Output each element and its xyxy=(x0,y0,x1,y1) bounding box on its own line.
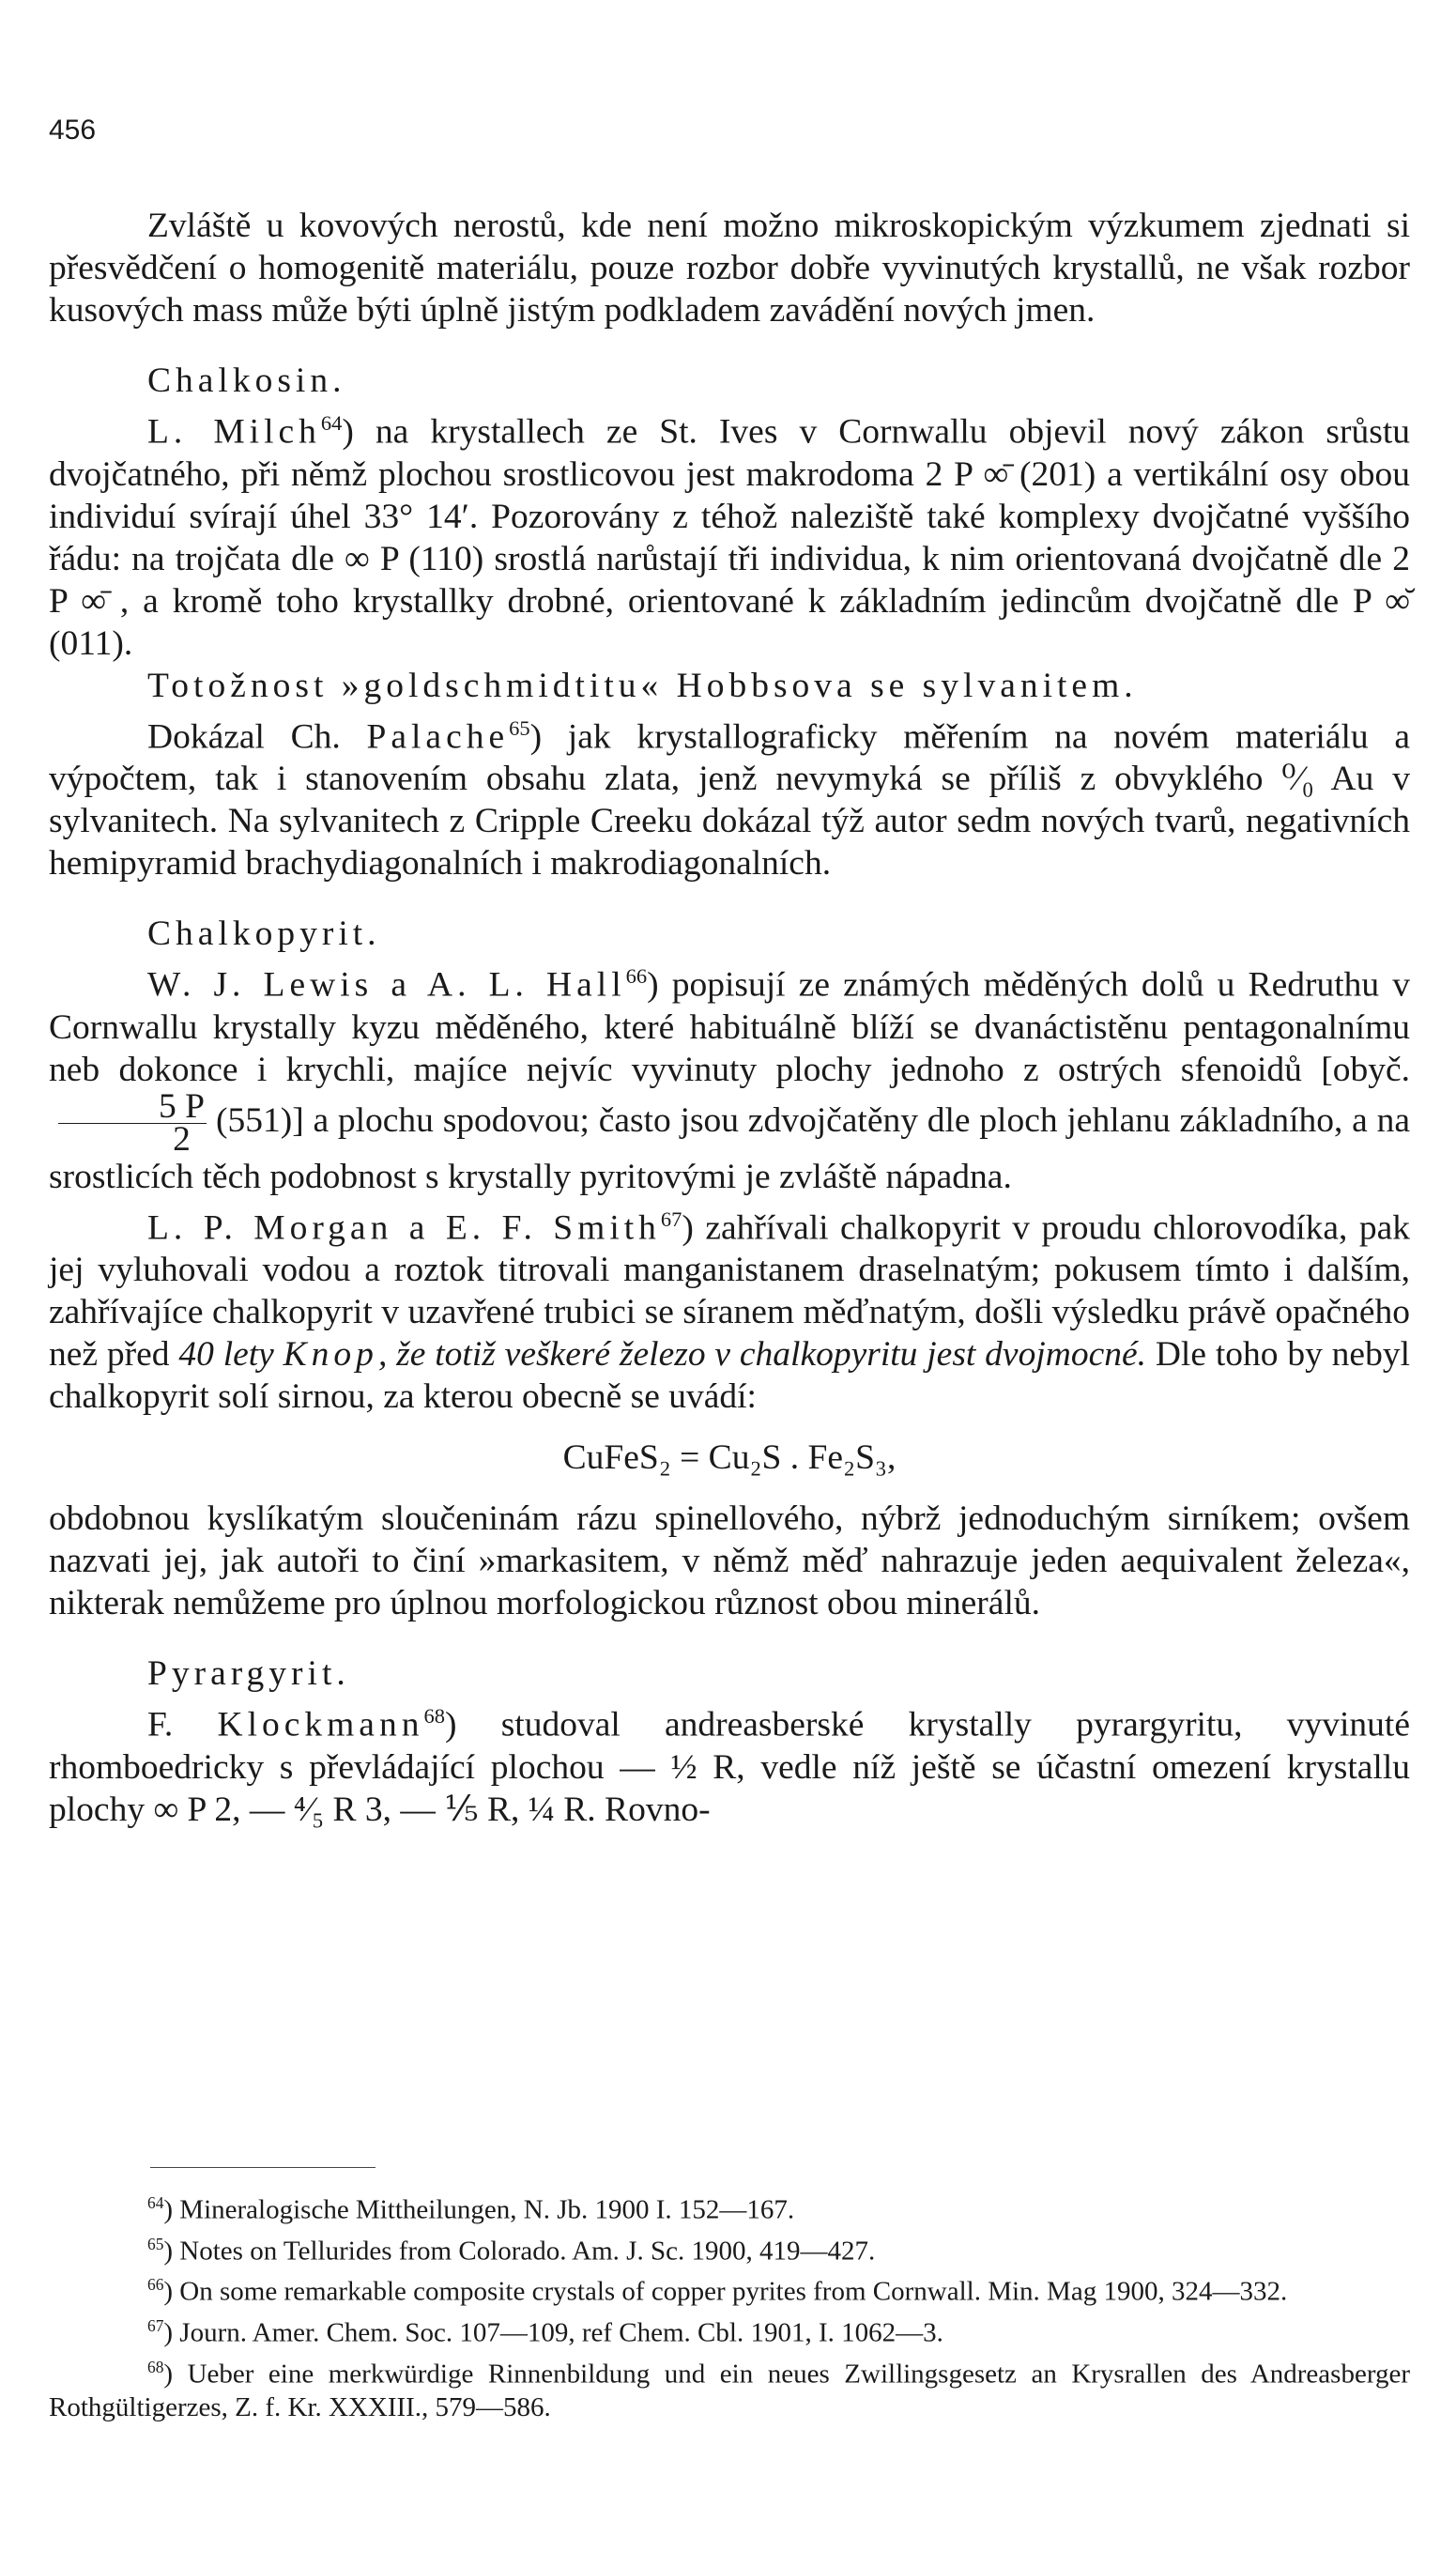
heading-totoznost xyxy=(49,665,1410,707)
morgan-italic-2: , že totiž veškeré železo v chalkopyritu jest dvojmocné. xyxy=(377,1335,1146,1374)
paragraph-pyrargyrit xyxy=(49,1695,1410,1831)
footnote-number: 67 xyxy=(147,2315,164,2335)
author-klockmann: Klockmann xyxy=(217,1705,424,1745)
author-palache: Palache xyxy=(366,717,510,756)
heading-totoznost-a: Totožnost »goldschmidtitu« xyxy=(147,666,664,705)
paragraph-chalkosin xyxy=(49,402,1410,665)
pyrargyrit-text: ) studoval andreasberské krystally pyrargyritu, vyvinuté rhomboedricky s převládající plochou — ½ R, vedle níž ještě se účastní omezení krystallu plochy ∞ P 2, — ⁴⁄₅ R 3, — ⅕ R, ¼ R. Rovno- xyxy=(49,1705,1410,1829)
footnote-number: 64 xyxy=(147,2193,164,2212)
morgan-text-2: Dle toho by nebyl chalkopyrit solí sirnou, za kterou obecně se uvádí: xyxy=(49,1335,1410,1416)
footnote-number: 68 xyxy=(147,2357,164,2376)
footnote-text: ) Journ. Amer. Chem. Soc. 107—109, ref Chem. Cbl. 1901, I. 1062—3. xyxy=(163,2317,943,2348)
heading-chalkosin: Chalkosin. xyxy=(147,361,346,400)
body-text xyxy=(49,205,1410,1831)
paragraph-totoznost xyxy=(49,707,1410,885)
heading-totoznost-b: Hobbsova se sylvanitem. xyxy=(676,666,1138,705)
footnote-text: ) Ueber eine merkwürdige Rinnenbildung und ein neues Zwillingsgesetz an Krysrallen des Andreasberger Rothgültigerzes, Z. f. Kr. XXXIII., 579—586. xyxy=(49,2359,1410,2423)
lewis-text-1: ) popisují ze známých měděných dolů u Redruthu v Cornwallu krystally kyzu měděného, které habituálně blíží se dvanáctistěnu pentagonalnímu neb dokonce i krychli, majíce nejvíc vyvinuty plochy jednoho z ostrých sfenoidů [obyč. xyxy=(49,965,1410,1089)
footnote-65 xyxy=(49,2227,1410,2268)
author-knop: Knop xyxy=(283,1335,378,1374)
footnotes xyxy=(49,2186,1410,2424)
footnote-64 xyxy=(49,2186,1410,2227)
footnote-text: ) Mineralogische Mittheilungen, N. Jb. 1900 I. 152—167. xyxy=(163,2194,795,2225)
footnote-number: 65 xyxy=(147,2234,164,2253)
paragraph-lewis xyxy=(49,955,1410,1198)
footnote-text: ) On some remarkable composite crystals of copper pyrites from Cornwall. Min. Mag 1900, 324—332. xyxy=(163,2276,1288,2307)
footnote-68 xyxy=(49,2350,1410,2425)
heading-chalkopyrit: Chalkopyrit. xyxy=(147,915,381,953)
pyrargyrit-lead: F. xyxy=(147,1705,174,1745)
intro-paragraph: Zvláště u kovových nerostů, kde není možno mikroskopickým výzkumem zjednati si přesvědčení o homogenitě materiálu, pouze rozbor dobře vyvinutých krystallů, ne však rozbor kusových mass může býti úplně jistým podkladem zavádění nových jmen. xyxy=(49,207,1410,330)
morgan-italic-1: 40 lety xyxy=(178,1335,274,1374)
author-milch: L. Milch xyxy=(147,412,321,452)
fraction-numerator: 5 P xyxy=(58,1091,207,1124)
footnote-ref-67[interactable]: 67 xyxy=(660,1207,682,1231)
footnote-ref-68[interactable]: 68 xyxy=(423,1704,445,1728)
footnote-number: 66 xyxy=(147,2275,164,2295)
totoznost-text: ) jak krystallograficky měřením na novém materiálu a výpočtem, tak i stanovením obsahu zlata, jenž nevymyká se příliš z obvyklého ⁰⁄₀ Au v sylvanitech. Na sylvanitech z Cripple Creeku dokázal týž autor sedm nových tvarů, negativních hemipyramid brachydiagonalních i makrodiagonalních. xyxy=(49,717,1411,883)
totoznost-lead: Dokázal Ch. xyxy=(147,717,341,756)
morgan-text-1: ) zahřívali chalkopyrit v proudu chlorovodíka, pak jej vyluhovali vodou a roztok titrovali manganistanem draselnatým; pokusem tímto i dalším, zahřívajíce chalkopyrit v uzavřené trubici se síranem měďnatým, došli výsledku právě opačného než před xyxy=(49,1208,1410,1374)
author-lewis-hall: W. J. Lewis a A. L. Hall xyxy=(147,965,626,1005)
footnote-text: ) Notes on Tellurides from Colorado. Am. J. Sc. 1900, 419—427. xyxy=(163,2236,876,2267)
page-number: 456 xyxy=(49,115,97,146)
footnote-66 xyxy=(49,2267,1410,2309)
footnote-divider xyxy=(150,2167,375,2168)
paragraph-morgan xyxy=(49,1198,1410,1419)
fraction-5p-2 xyxy=(58,1086,207,1159)
paragraph-after-equation: obdobnou kyslíkatým sloučeninám rázu spinellového, nýbrž jednoduchým sirníkem; ovšem nazvati jej, jak autoři to činí »markasitem, v němž měď nahrazuje jeden aequivalent železa«, nikterak nemůžeme pro úplnou morfologickou různost obou minerálů. xyxy=(49,1499,1410,1622)
footnote-67 xyxy=(49,2309,1410,2350)
chalkosin-text: ) na krystallech ze St. Ives v Cornwallu objevil nový zákon srůstu dvojčatného, při němž plochou srostlicovou jest makrodoma 2 P ∞̄ (201) a vertikální osy obou individuí svírají úhel 33° 14′. Pozorovány z téhož naleziště také komplexy dvojčatné vyššího řádu: na trojčata dle ∞ P (110) srostlá narůstají tři individua, k nim orientovaná dvojčatně dle 2 P ∞̄ , a kromě toho krystallky drobné, orientované k základním jedincům dvojčatně dle P ∞̆ (011). xyxy=(49,412,1410,663)
footnote-ref-64[interactable]: 64 xyxy=(320,411,343,435)
footnote-ref-65[interactable]: 65 xyxy=(509,715,530,740)
author-morgan-smith: L. P. Morgan a E. F. Smith xyxy=(147,1208,661,1247)
fraction-denominator: 2 xyxy=(173,1119,191,1159)
equation-chalkopyrit: CuFeS₂ = Cu₂S . Fe₂S₃, xyxy=(562,1438,897,1477)
heading-pyrargyrit: Pyrargyrit. xyxy=(147,1654,350,1693)
lewis-text-2: (551)] a plochu spodovou; často jsou zdvojčatěny dle ploch jehlanu základního, a na srostlicích těch podobnost s krystally pyritovými je zvláště nápadna. xyxy=(49,1100,1410,1196)
footnote-ref-66[interactable]: 66 xyxy=(625,964,648,988)
